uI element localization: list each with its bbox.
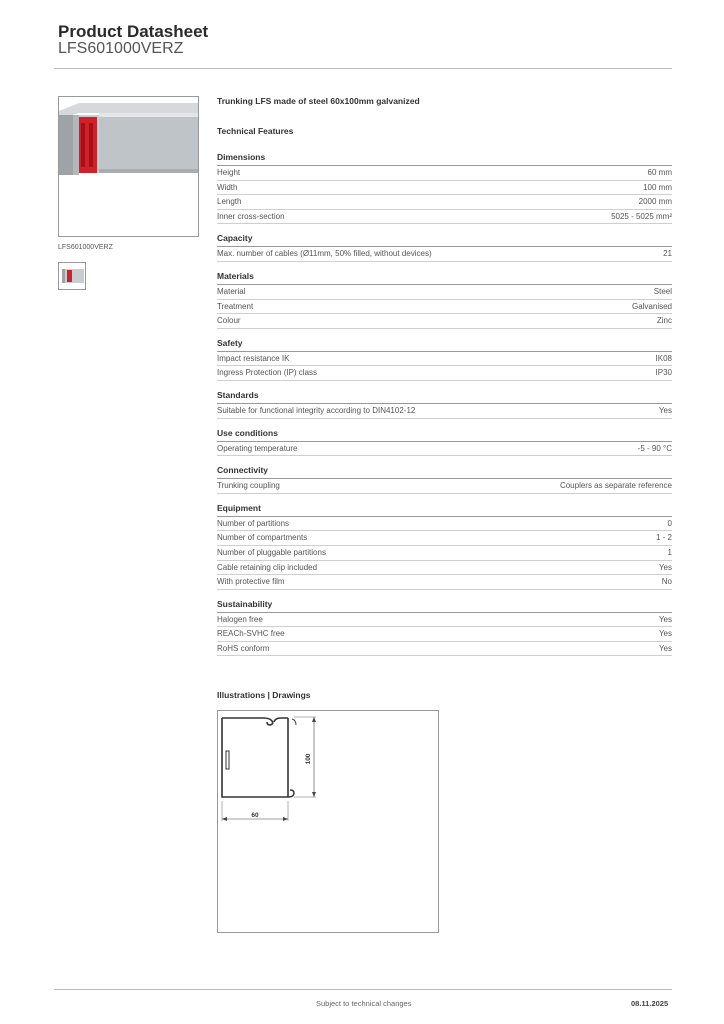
spec-row bbox=[217, 166, 672, 181]
spec-row bbox=[217, 366, 672, 381]
section-title: Use conditions bbox=[217, 428, 672, 442]
document-title: Product Datasheet bbox=[58, 22, 209, 41]
section-safety bbox=[217, 338, 672, 381]
spec-value: 100 mm bbox=[643, 182, 672, 192]
footer-note: Subject to technical changes bbox=[316, 999, 412, 1008]
section-dimensions bbox=[217, 152, 672, 224]
technical-content bbox=[217, 96, 672, 665]
drawing-box bbox=[217, 710, 439, 933]
spec-label: Impact resistance IK bbox=[217, 353, 290, 363]
footer-date: 08.11.2025 bbox=[631, 999, 669, 1008]
product-image-caption: LFS601000VERZ bbox=[58, 244, 113, 251]
spec-label: Cable retaining clip included bbox=[217, 562, 318, 572]
spec-label: Height bbox=[217, 168, 241, 177]
spec-row bbox=[217, 642, 672, 657]
spec-row bbox=[217, 627, 672, 642]
spec-label: Ingress Protection (IP) class bbox=[217, 368, 318, 378]
section-equipment bbox=[217, 503, 672, 590]
spec-value: Yes bbox=[658, 562, 672, 572]
spec-row bbox=[217, 181, 672, 196]
spec-row bbox=[217, 314, 672, 329]
spec-row bbox=[217, 442, 672, 457]
spec-value: Yes bbox=[658, 629, 672, 639]
header-divider bbox=[54, 68, 672, 69]
section-title: Dimensions bbox=[217, 152, 672, 166]
technical-features-heading: Technical Features bbox=[217, 126, 294, 136]
spec-value: Yes bbox=[658, 405, 672, 415]
illustrations-heading: Illustrations | Drawings bbox=[217, 690, 311, 700]
spec-value: No bbox=[661, 577, 672, 587]
spec-label: Number of pluggable partitions bbox=[217, 547, 326, 557]
spec-label: Number of partitions bbox=[217, 518, 290, 528]
spec-label: Material bbox=[217, 286, 246, 296]
spec-label: Length bbox=[217, 197, 242, 207]
spec-label: Width bbox=[217, 182, 238, 192]
spec-row bbox=[217, 561, 672, 576]
spec-value: 2000 mm bbox=[638, 197, 672, 207]
spec-value: 60 mm bbox=[647, 168, 672, 177]
spec-row bbox=[217, 546, 672, 561]
section-title: Sustainability bbox=[217, 599, 672, 613]
spec-value: Yes bbox=[658, 643, 672, 653]
product-thumbnail[interactable] bbox=[58, 262, 86, 290]
dimension-height-label: 100 bbox=[305, 753, 312, 765]
spec-value: Galvanised bbox=[631, 301, 672, 311]
section-title: Equipment bbox=[217, 503, 672, 517]
spec-label: Treatment bbox=[217, 301, 254, 311]
spec-row bbox=[217, 210, 672, 225]
spec-label: Inner cross-section bbox=[217, 211, 285, 221]
section-title: Connectivity bbox=[217, 465, 672, 479]
section-standards bbox=[217, 390, 672, 419]
spec-row bbox=[217, 404, 672, 419]
spec-label: Max. number of cables (Ø11mm, 50% filled, without devices) bbox=[217, 249, 432, 259]
section-use-conditions bbox=[217, 428, 672, 457]
spec-value: -5 - 90 °C bbox=[637, 443, 672, 453]
spec-value: 1 - 2 bbox=[655, 533, 672, 543]
spec-label: Colour bbox=[217, 316, 241, 326]
product-code: LFS601000VERZ bbox=[58, 40, 184, 57]
section-capacity bbox=[217, 233, 672, 262]
spec-label: Trunking coupling bbox=[217, 481, 280, 491]
spec-value: Zinc bbox=[656, 316, 672, 326]
spec-row bbox=[217, 195, 672, 210]
feature-sections bbox=[217, 152, 672, 656]
section-title: Materials bbox=[217, 271, 672, 285]
spec-row bbox=[217, 247, 672, 262]
section-materials bbox=[217, 271, 672, 329]
dimension-width-label: 60 bbox=[251, 812, 259, 819]
spec-row bbox=[217, 531, 672, 546]
spec-row bbox=[217, 285, 672, 300]
spec-value: Steel bbox=[653, 286, 672, 296]
spec-label: Operating temperature bbox=[217, 443, 298, 453]
spec-value: Yes bbox=[658, 614, 672, 624]
section-title: Capacity bbox=[217, 233, 672, 247]
section-sustainability bbox=[217, 599, 672, 657]
spec-row bbox=[217, 300, 672, 315]
spec-value: 1 bbox=[667, 547, 672, 557]
product-description: Trunking LFS made of steel 60x100mm galvanized bbox=[217, 96, 420, 106]
spec-row bbox=[217, 517, 672, 532]
spec-row bbox=[217, 613, 672, 628]
spec-label: Suitable for functional integrity according to DIN4102-12 bbox=[217, 405, 416, 415]
spec-value: 0 bbox=[667, 518, 672, 528]
product-image bbox=[58, 96, 199, 237]
section-title: Standards bbox=[217, 390, 672, 404]
spec-label: With protective film bbox=[217, 577, 285, 587]
spec-value: IK08 bbox=[655, 353, 672, 363]
spec-value: 21 bbox=[663, 249, 672, 259]
footer-divider bbox=[54, 989, 672, 990]
spec-label: Halogen free bbox=[217, 614, 263, 624]
spec-value: Couplers as separate reference bbox=[559, 481, 672, 491]
spec-row bbox=[217, 352, 672, 367]
cross-section-drawing bbox=[218, 711, 440, 934]
spec-row bbox=[217, 575, 672, 590]
section-title: Safety bbox=[217, 338, 672, 352]
spec-label: REACh-SVHC free bbox=[217, 629, 285, 639]
section-connectivity bbox=[217, 465, 672, 494]
spec-label: RoHS conform bbox=[217, 643, 270, 653]
spec-value: IP30 bbox=[655, 368, 672, 378]
spec-value: 5025 - 5025 mm² bbox=[611, 211, 672, 221]
spec-row bbox=[217, 479, 672, 494]
spec-label: Number of compartments bbox=[217, 533, 308, 543]
